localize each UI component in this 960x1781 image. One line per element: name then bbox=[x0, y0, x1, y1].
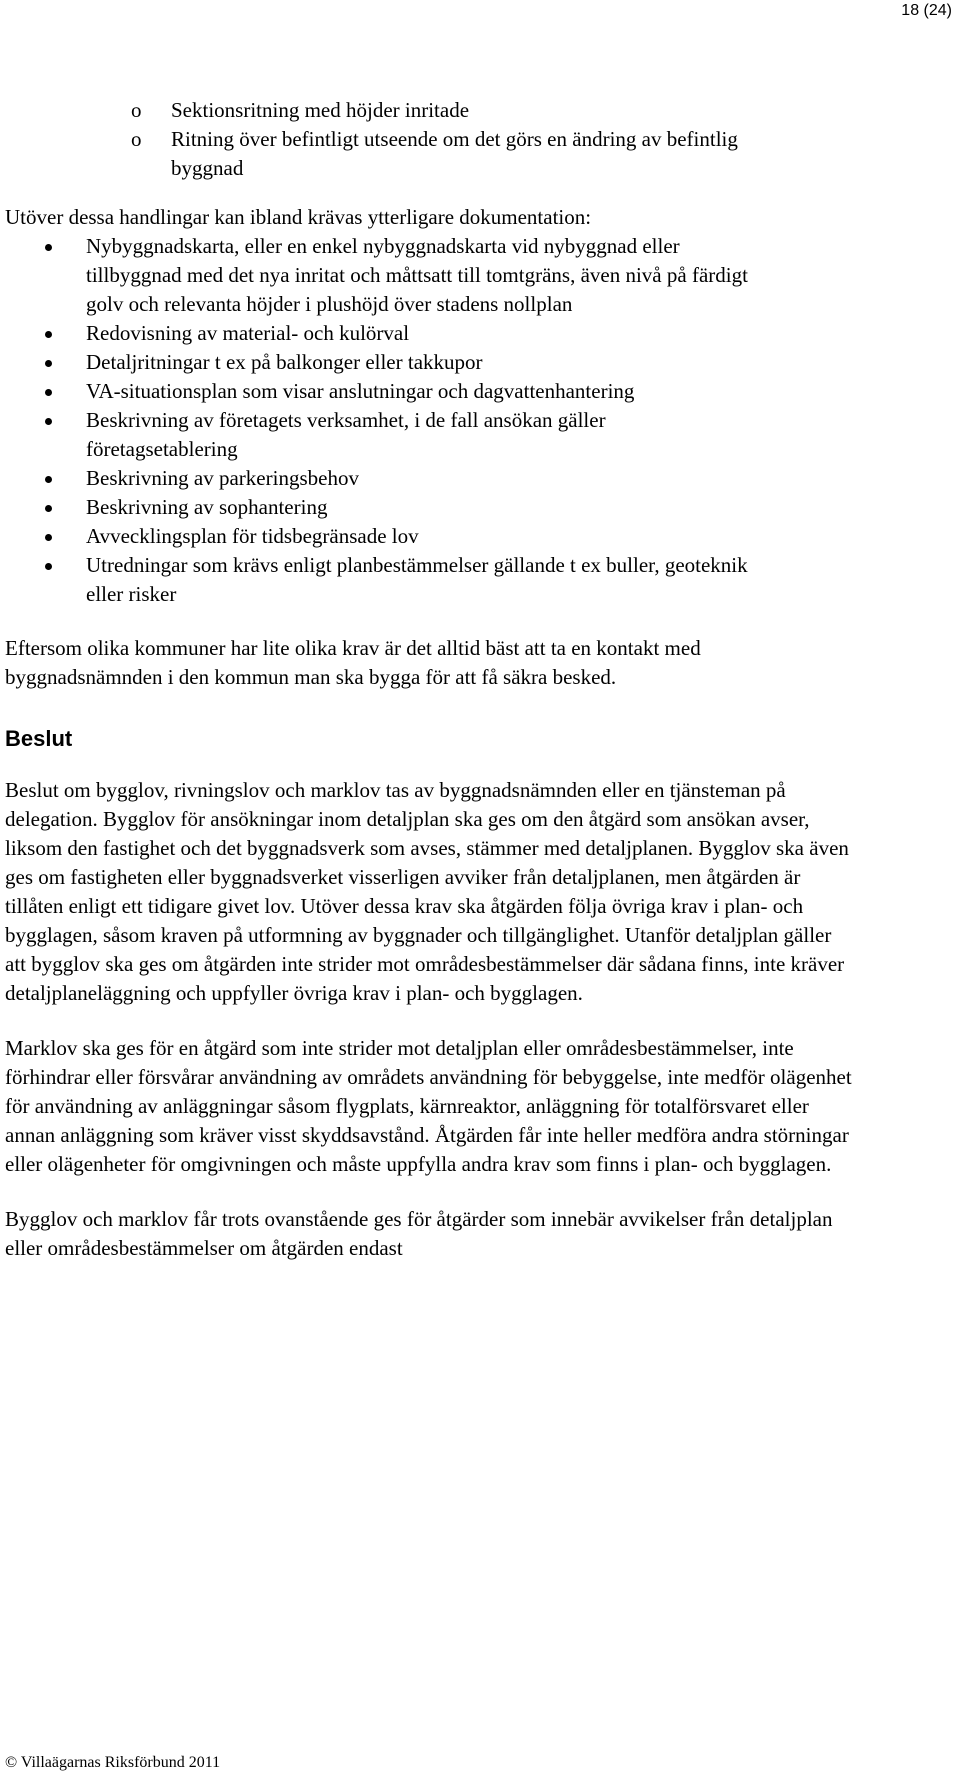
bullet-dot-icon bbox=[45, 563, 52, 570]
bullet-item bbox=[5, 551, 766, 609]
circle-bullet-icon: o bbox=[131, 98, 142, 122]
bullet-item bbox=[5, 377, 865, 406]
bullet-item-text: Beskrivning av parkeringsbehov bbox=[86, 466, 359, 490]
sub-list-item bbox=[5, 96, 865, 125]
body-paragraph: Marklov ska ges för en åtgärd som inte strider mot detaljplan eller områdesbestämmelser, inte förhindrar eller försvårar användning av områdets användning för bebyggelse, inte medför olägenhet för användning av anläggningar såsom flygplats, kärnreaktor, anläggning för totalförsvaret eller annan anläggning som kräver visst skyddsavstånd. Åtgärden får inte heller medföra andra störningar eller olägenheter för omgivningen och måste uppfylla andra krav som finns i plan- och bygglagen. bbox=[5, 1036, 852, 1176]
bullet-item bbox=[5, 464, 865, 493]
bullet-item-text: VA-situationsplan som visar anslutningar och dagvattenhantering bbox=[86, 379, 635, 403]
bullet-item bbox=[5, 493, 865, 522]
bullet-item-text: Avvecklingsplan för tidsbegränsade lov bbox=[86, 524, 419, 548]
bullet-item-text: Utredningar som krävs enligt planbestämmelser gällande t ex buller, geoteknik eller risker bbox=[86, 553, 748, 606]
contact-paragraph: Eftersom olika kommuner har lite olika krav är det alltid bäst att ta en kontakt med byggnadsnämnden i den kommun man ska bygga för att få säkra besked. bbox=[5, 636, 701, 689]
bullet-item-text: Redovisning av material- och kulörval bbox=[86, 321, 410, 345]
intro-paragraph: Utöver dessa handlingar kan ibland krävas ytterligare dokumentation: bbox=[5, 205, 592, 229]
bullet-dot-icon bbox=[45, 534, 52, 541]
bullet-dot-icon bbox=[45, 360, 52, 367]
bullet-list bbox=[5, 232, 865, 609]
sub-list-item bbox=[5, 125, 865, 183]
bullet-dot-icon bbox=[45, 476, 52, 483]
bullet-dot-icon bbox=[45, 418, 52, 425]
sub-list bbox=[5, 96, 865, 183]
body-paragraph: Beslut om bygglov, rivningslov och marklov tas av byggnadsnämnden eller en tjänsteman på delegation. Bygglov för ansökningar inom detaljplan ska ges om den åtgärd som ansökan avser, liksom den fastighet och det byggnadsverk som avses, stämmer med detaljplanen. Bygglov ska även ges om fastigheten eller byggnadsverket visserligen avviker från detaljplanen, men åtgärden är tillåten enligt ett tidigare givet lov. Utöver dessa krav ska åtgärden följa övriga krav i plan- och bygglagen, såsom kraven på utformning av byggnader och tillgänglighet. Utanför detaljplan gäller att bygglov ska ges om åtgärden inte strider mot områdesbestämmelser där sådana finns, inte kräver detaljplaneläggning och uppfyller övriga krav i plan- och bygglagen. bbox=[5, 778, 849, 1005]
section-heading: Beslut bbox=[5, 726, 73, 751]
bullet-item bbox=[5, 232, 766, 319]
circle-bullet-icon: o bbox=[131, 127, 142, 151]
sub-list-item-text: Sektionsritning med höjder inritade bbox=[171, 98, 470, 122]
bullet-item-text: Beskrivning av företagets verksamhet, i de fall ansökan gäller företagsetablering bbox=[86, 408, 606, 461]
bullet-dot-icon bbox=[45, 331, 52, 338]
sub-list-item-text: Ritning över befintligt utseende om det görs en ändring av befintlig byggnad bbox=[171, 127, 738, 180]
body-paragraph: Bygglov och marklov får trots ovanstående ges för åtgärder som innebär avvikelser från detaljplan eller områdesbestämmelser om åtgärden endast bbox=[5, 1207, 833, 1260]
document-body bbox=[5, 96, 865, 1263]
bullet-dot-icon bbox=[45, 505, 52, 512]
bullet-item bbox=[5, 522, 865, 551]
bullet-dot-icon bbox=[45, 389, 52, 396]
bullet-item bbox=[5, 319, 865, 348]
bullet-item-text: Beskrivning av sophantering bbox=[86, 495, 328, 519]
bullet-item-text: Detaljritningar t ex på balkonger eller takkupor bbox=[86, 350, 483, 374]
bullet-dot-icon bbox=[45, 244, 52, 251]
bullet-item bbox=[5, 406, 706, 464]
footer-copyright: © Villaägarnas Riksförbund 2011 bbox=[5, 1754, 221, 1771]
bullet-item-text: Nybyggnadskarta, eller en enkel nybyggnadskarta vid nybyggnad eller tillbyggnad med det nya inritat och måttsatt till tomtgräns, även nivå på färdigt golv och relevanta höjder i plushöjd över stadens nollplan bbox=[86, 234, 748, 316]
bullet-item bbox=[5, 348, 865, 377]
page-number: 18 (24) bbox=[901, 2, 952, 19]
